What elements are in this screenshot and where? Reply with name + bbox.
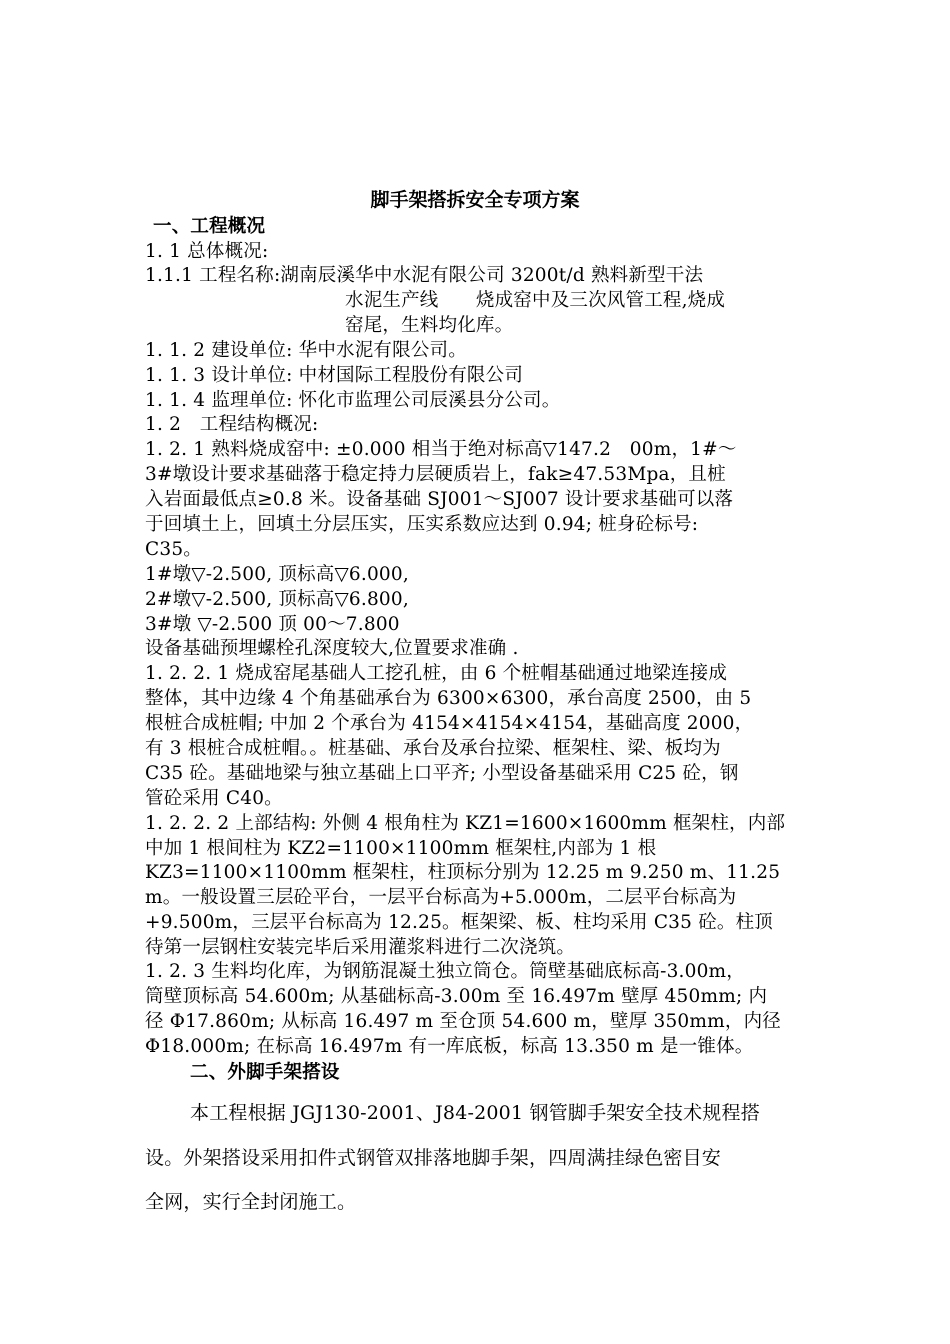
text-line: 1. 2. 2. 2 上部结构: 外侧 4 根角柱为 KZ1=1600×1600mm 框架柱，内部: [145, 813, 786, 834]
text-line: 窑尾，生料均化库。: [345, 315, 514, 336]
text-line: KZ3=1100×1100mm 框架柱，柱顶标分别为 12.25 m 9.250 m、11.25: [145, 862, 781, 883]
text-line: 于回填土上，回填土分层压实，压实系数应达到 0.94; 桩身砼标号:: [145, 514, 699, 535]
text-line: 1. 1 总体概况:: [145, 241, 269, 262]
text-line: 1. 1. 3 设计单位: 中材国际工程股份有限公司: [145, 365, 524, 386]
text-line: C35 砼。基础地梁与独立基础上口平齐; 小型设备基础采用 C25 砼，钢: [145, 763, 739, 784]
text-line: +9.500m，三层平台标高为 12.25。框架梁、板、柱均采用 C35 砼。柱顶: [145, 912, 774, 933]
text-line: 根桩合成桩帽; 中加 2 个承台为 4154×4154×4154，基础高度 2000，: [145, 713, 754, 734]
text-line: 1. 2 工程结构概况:: [145, 414, 319, 435]
text-line: 全网，实行全封闭施工。: [145, 1191, 357, 1213]
text-line: 1. 2. 2. 1 烧成窑尾基础人工挖孔桩，由 6 个桩帽基础通过地梁连接成: [145, 663, 728, 684]
text-line: 1. 1. 4 监理单位: 怀化市监理公司辰溪县分公司。: [145, 390, 561, 411]
text-line: 管砼采用 C40。: [145, 788, 283, 809]
text-line: 入岩面最低点≥0.8 米。设备基础 SJ001～SJ007 设计要求基础可以落: [145, 489, 734, 510]
text-line: 3#墩设计要求基础落于稳定持力层硬质岩上，fak≥47.53Mpa，且桩: [145, 464, 726, 485]
text-line: 有 3 根桩合成桩帽。。桩基础、承台及承台拉梁、框架柱、梁、板均为: [145, 738, 721, 759]
text-line: 设。外架搭设采用扣件式钢管双排落地脚手架，四周满挂绿色密目安: [145, 1147, 722, 1169]
text-line: 设备基础预埋螺栓孔深度较大,位置要求准确 .: [145, 638, 519, 659]
text-line: 筒壁顶标高 54.600m; 从基础标高-3.00m 至 16.497m 壁厚 450mm; 内: [145, 986, 768, 1007]
document-title: 脚手架搭拆安全专项方案: [370, 189, 580, 211]
text-line: 本工程根据 JGJ130-2001、J84-2001 钢管脚手架安全技术规程搭: [190, 1102, 760, 1124]
text-line: 整体，其中边缘 4 个角基础承台为 6300×6300，承台高度 2500，由 5: [145, 688, 752, 709]
text-line: 中加 1 根间柱为 KZ2=1100×1100mm 框架柱,内部为 1 根: [145, 838, 657, 859]
text-line: m。一般设置三层砼平台，一层平台标高为+5.000m，二层平台标高为: [145, 887, 737, 908]
text-line: 1. 2. 3 生料均化库，为钢筋混凝土独立筒仓。筒壁基础底标高-3.00m，: [145, 961, 746, 982]
text-line: 3#墩 ▽-2.500 顶 00～7.800: [145, 614, 400, 635]
text-line: Φ18.000m; 在标高 16.497m 有一库底板，标高 13.350 m 是一锥体。: [145, 1036, 754, 1057]
text-line: 水泥生产线 烧成窑中及三次风管工程,烧成: [345, 290, 726, 311]
text-line: 1. 2. 1 熟料烧成窑中: ±0.000 相当于绝对标高▽147.2 00m，1#～: [145, 439, 737, 460]
text-line: C35。: [145, 539, 202, 560]
text-line: 待第一层钢柱安装完毕后采用灌浆料进行二次浇筑。: [145, 937, 576, 958]
section-heading-scaffolding: 二、外脚手架搭设: [190, 1062, 340, 1083]
text-line: 1#墩▽-2.500, 顶标高▽6.000,: [145, 564, 409, 585]
text-line: 1. 1. 2 建设单位: 华中水泥有限公司。: [145, 340, 467, 361]
text-line: 1.1.1 工程名称:湖南辰溪华中水泥有限公司 3200t/d 熟料新型干法: [145, 265, 704, 286]
text-line: 径 Φ17.860m; 从标高 16.497 m 至仓顶 54.600 m，壁厚 350mm，内径: [145, 1011, 781, 1032]
section-heading-overview: 一、工程概况: [153, 216, 266, 237]
text-line: 2#墩▽-2.500, 顶标高▽6.800,: [145, 589, 409, 610]
